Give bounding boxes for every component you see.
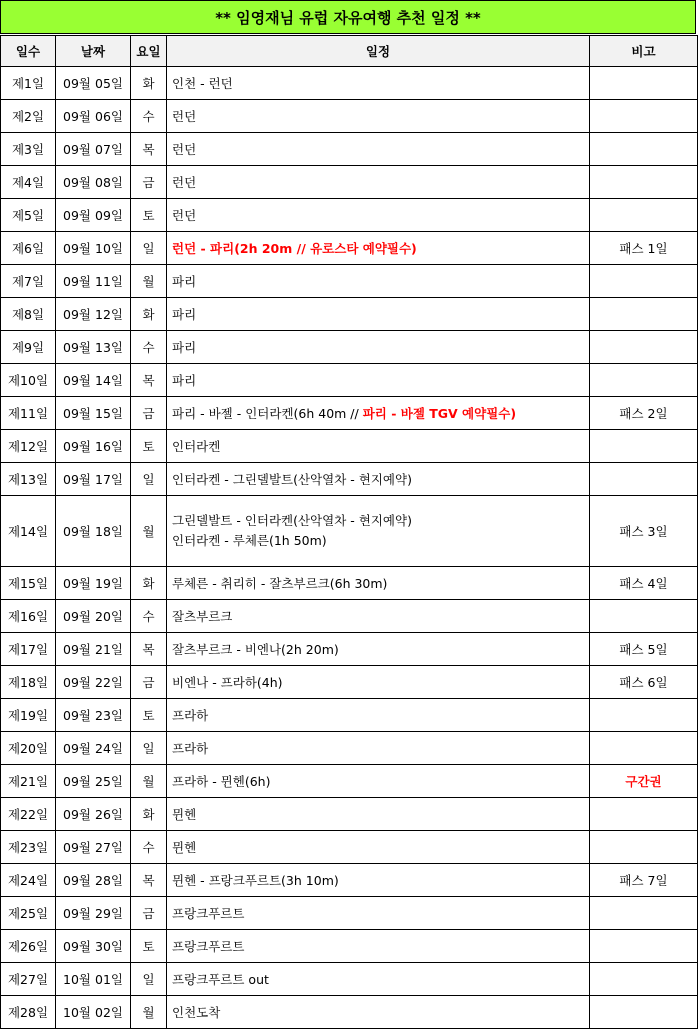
table-row [1,364,698,397]
date-cell: 09월 23일 [56,699,131,732]
date-cell: 10월 02일 [56,996,131,1029]
date-cell: 09월 24일 [56,732,131,765]
table-row [1,496,698,567]
dow-cell: 토 [131,199,167,232]
plan-highlight-text: 런던 - 파리(2h 20m // 유로스타 예약필수) [172,241,417,256]
header-day: 일수 [1,36,56,67]
day-cell: 제6일 [1,232,56,265]
table-row [1,765,698,798]
note-cell: 패스 7일 [590,864,698,897]
day-cell: 제23일 [1,831,56,864]
dow-cell: 토 [131,699,167,732]
plan-cell [167,897,590,930]
plan-cell [167,232,590,265]
date-cell: 09월 30일 [56,930,131,963]
plan-text: 뮌헨 - 프랑크푸르트(3h 10m) [172,873,339,888]
table-row [1,166,698,199]
table-row [1,897,698,930]
plan-cell [167,133,590,166]
note-cell [590,331,698,364]
note-cell [590,732,698,765]
day-cell: 제26일 [1,930,56,963]
note-cell: 패스 6일 [590,666,698,699]
table-row [1,67,698,100]
plan-text: 루체른 - 취리히 - 잘츠부르크(6h 30m) [172,576,388,591]
dow-cell: 토 [131,930,167,963]
table-row [1,666,698,699]
table-row [1,864,698,897]
date-cell: 09월 10일 [56,232,131,265]
plan-text: 뮌헨 [172,807,197,822]
table-row [1,100,698,133]
day-cell: 제21일 [1,765,56,798]
date-cell: 09월 25일 [56,765,131,798]
dow-cell: 목 [131,633,167,666]
table-row [1,331,698,364]
table-row [1,633,698,666]
dow-cell: 화 [131,798,167,831]
note-cell [590,166,698,199]
plan-cell [167,298,590,331]
plan-cell [167,666,590,699]
day-cell: 제25일 [1,897,56,930]
date-cell: 09월 17일 [56,463,131,496]
note-cell [590,463,698,496]
date-cell: 09월 13일 [56,331,131,364]
dow-cell: 일 [131,463,167,496]
plan-cell [167,798,590,831]
day-cell: 제12일 [1,430,56,463]
note-cell [590,963,698,996]
table-row [1,265,698,298]
day-cell: 제2일 [1,100,56,133]
dow-cell: 월 [131,996,167,1029]
header-row [1,36,698,67]
dow-cell: 월 [131,496,167,567]
plan-cell [167,199,590,232]
day-cell: 제14일 [1,496,56,567]
plan-cell [167,864,590,897]
dow-cell: 수 [131,331,167,364]
plan-cell [167,699,590,732]
note-cell [590,798,698,831]
header-dow: 요일 [131,36,167,67]
itinerary-body [1,67,698,1029]
date-cell: 09월 28일 [56,864,131,897]
plan-cell [167,100,590,133]
itinerary-table [0,35,698,1029]
note-cell [590,265,698,298]
date-cell: 09월 09일 [56,199,131,232]
table-row [1,430,698,463]
dow-cell: 화 [131,67,167,100]
note-cell [590,765,698,798]
note-cell [590,133,698,166]
date-cell: 09월 15일 [56,397,131,430]
date-cell: 09월 11일 [56,265,131,298]
plan-line: 인터라켄 - 루체른(1h 50m) [172,533,327,548]
dow-cell: 목 [131,364,167,397]
table-row [1,732,698,765]
plan-text: 잘츠부르크 [172,609,233,624]
dow-cell: 금 [131,666,167,699]
dow-cell: 수 [131,831,167,864]
dow-cell: 목 [131,133,167,166]
plan-text: 인천 - 런던 [172,76,233,91]
header-plan: 일정 [167,36,590,67]
table-row [1,232,698,265]
plan-text: 런던 [172,208,197,223]
date-cell: 09월 05일 [56,67,131,100]
note-cell [590,67,698,100]
dow-cell: 일 [131,732,167,765]
plan-cell [167,732,590,765]
plan-cell [167,567,590,600]
date-cell: 09월 19일 [56,567,131,600]
plan-text: 런던 [172,109,197,124]
dow-cell: 토 [131,430,167,463]
note-cell [590,699,698,732]
note-cell [590,199,698,232]
note-cell [590,430,698,463]
plan-text: 런던 [172,175,197,190]
plan-cell [167,166,590,199]
plan-text: 프라하 [172,741,209,756]
plan-cell [167,765,590,798]
date-cell: 09월 21일 [56,633,131,666]
date-cell: 09월 22일 [56,666,131,699]
day-cell: 제7일 [1,265,56,298]
day-cell: 제15일 [1,567,56,600]
dow-cell: 일 [131,963,167,996]
dow-cell: 화 [131,298,167,331]
note-cell [590,897,698,930]
date-cell: 09월 06일 [56,100,131,133]
plan-text: 파리 [172,274,197,289]
plan-text: 파리 [172,307,197,322]
day-cell: 제28일 [1,996,56,1029]
day-cell: 제5일 [1,199,56,232]
dow-cell: 목 [131,864,167,897]
note-cell [590,930,698,963]
note-cell: 패스 2일 [590,397,698,430]
date-cell: 09월 16일 [56,430,131,463]
day-cell: 제4일 [1,166,56,199]
dow-cell: 금 [131,897,167,930]
table-row [1,699,698,732]
table-row [1,831,698,864]
plan-text: 프랑크푸르트 [172,939,245,954]
plan-text: 파리 [172,373,197,388]
dow-cell: 화 [131,567,167,600]
plan-text: 인터라켄 [172,439,221,454]
plan-cell [167,633,590,666]
plan-cell [167,496,590,567]
table-row [1,963,698,996]
plan-cell [167,265,590,298]
header-date: 날짜 [56,36,131,67]
date-cell: 09월 12일 [56,298,131,331]
date-cell: 09월 29일 [56,897,131,930]
table-row [1,199,698,232]
plan-text: 프라하 [172,708,209,723]
plan-cell [167,930,590,963]
plan-cell [167,364,590,397]
note-cell [590,298,698,331]
day-cell: 제19일 [1,699,56,732]
date-cell: 09월 08일 [56,166,131,199]
sheet-title: ** 임영재님 유럽 자유여행 추천 일정 ** [0,0,696,34]
day-cell: 제3일 [1,133,56,166]
dow-cell: 수 [131,100,167,133]
plan-text: 뮌헨 [172,840,197,855]
plan-text: 비엔나 - 프라하(4h) [172,675,283,690]
day-cell: 제9일 [1,331,56,364]
plan-text: 프랑크푸르트 [172,906,245,921]
table-row [1,930,698,963]
note-cell [590,831,698,864]
day-cell: 제27일 [1,963,56,996]
dow-cell: 금 [131,397,167,430]
plan-cell [167,600,590,633]
table-row [1,133,698,166]
date-cell: 09월 27일 [56,831,131,864]
table-row [1,463,698,496]
day-cell: 제20일 [1,732,56,765]
plan-cell [167,463,590,496]
table-row [1,298,698,331]
plan-text: 인터라켄 - 그린델발트(산악열차 - 현지예약) [172,472,412,487]
date-cell: 09월 18일 [56,496,131,567]
date-cell: 09월 26일 [56,798,131,831]
day-cell: 제1일 [1,67,56,100]
date-cell: 09월 14일 [56,364,131,397]
day-cell: 제10일 [1,364,56,397]
day-cell: 제13일 [1,463,56,496]
plan-text: 파리 [172,340,197,355]
dow-cell: 일 [131,232,167,265]
plan-cell [167,67,590,100]
plan-text: 프라하 - 뮌헨(6h) [172,774,271,789]
plan-cell [167,996,590,1029]
date-cell: 10월 01일 [56,963,131,996]
note-cell [590,364,698,397]
day-cell: 제24일 [1,864,56,897]
note-cell: 패스 3일 [590,496,698,567]
dow-cell: 금 [131,166,167,199]
plan-text: 프랑크푸르트 out [172,972,269,987]
note-cell [590,600,698,633]
dow-cell: 월 [131,765,167,798]
note-highlight-text: 구간권 [625,774,662,789]
table-row [1,996,698,1029]
table-row [1,600,698,633]
table-row [1,798,698,831]
plan-text: 파리 - 바젤 - 인터라켄(6h 40m // [172,406,363,421]
day-cell: 제17일 [1,633,56,666]
date-cell: 09월 07일 [56,133,131,166]
plan-line: 그린델발트 - 인터라켄(산악열차 - 현지예약) [172,513,412,528]
note-cell [590,996,698,1029]
dow-cell: 월 [131,265,167,298]
day-cell: 제18일 [1,666,56,699]
plan-text: 런던 [172,142,197,157]
dow-cell: 수 [131,600,167,633]
note-cell: 패스 1일 [590,232,698,265]
day-cell: 제22일 [1,798,56,831]
day-cell: 제11일 [1,397,56,430]
note-cell: 패스 5일 [590,633,698,666]
header-note: 비고 [590,36,698,67]
table-row [1,567,698,600]
plan-cell [167,397,590,430]
day-cell: 제16일 [1,600,56,633]
note-cell: 패스 4일 [590,567,698,600]
table-row [1,397,698,430]
note-cell [590,100,698,133]
plan-cell [167,963,590,996]
day-cell: 제8일 [1,298,56,331]
plan-text: 잘츠부르크 - 비엔나(2h 20m) [172,642,339,657]
plan-text: 인천도착 [172,1005,221,1020]
plan-highlight-text: 파리 - 바젤 TGV 예약필수) [362,406,517,421]
date-cell: 09월 20일 [56,600,131,633]
plan-cell [167,831,590,864]
plan-cell [167,430,590,463]
plan-cell [167,331,590,364]
